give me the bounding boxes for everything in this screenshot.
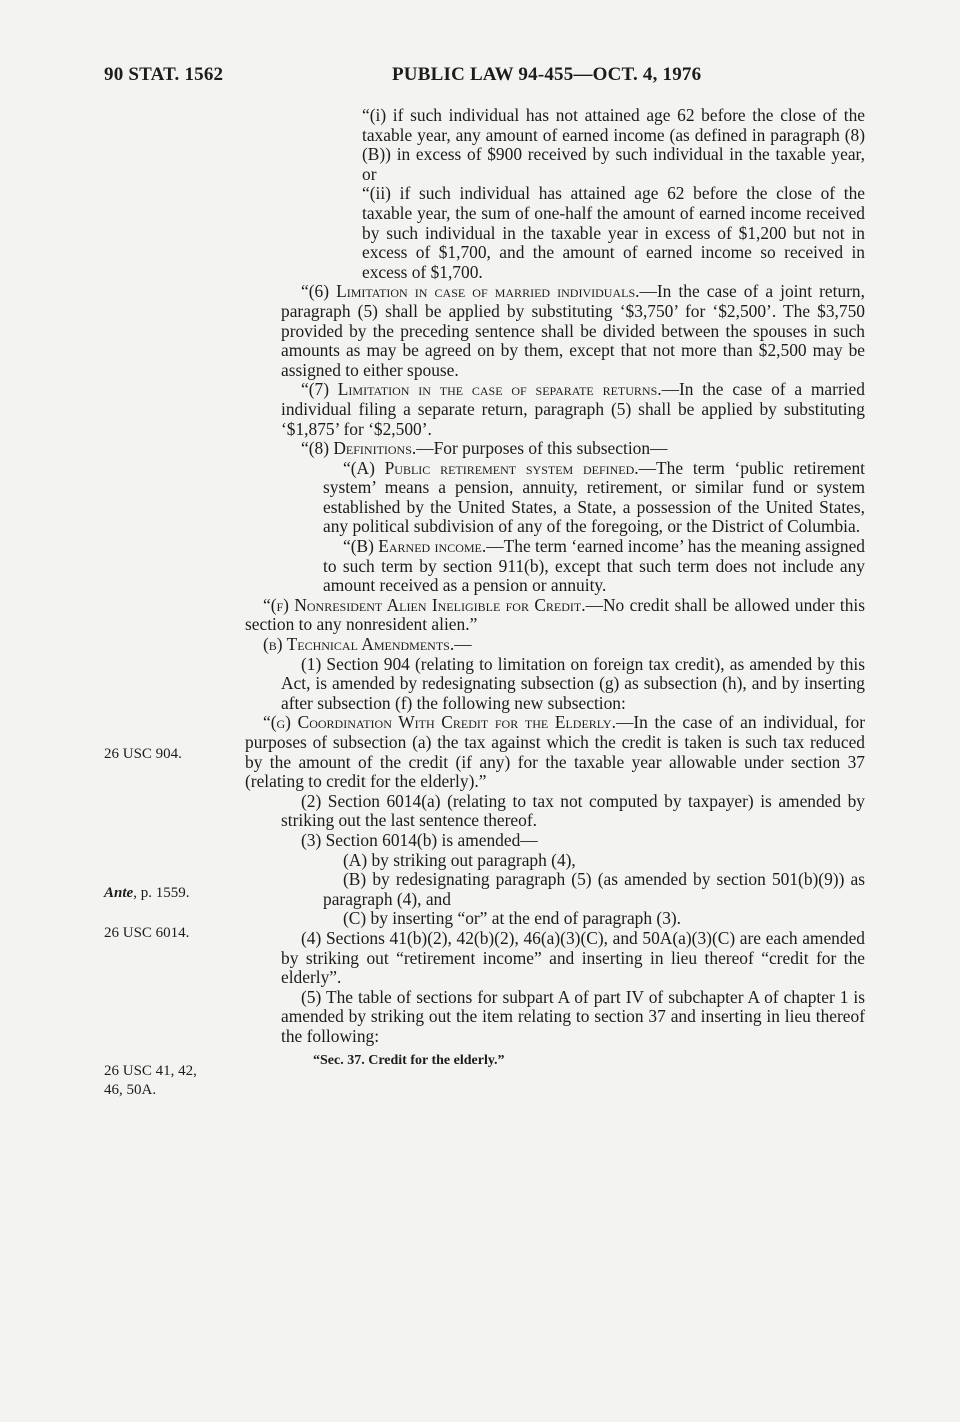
clause-ii: “(ii) if such individual has attained age 62 before the close of the taxable year, the sum of one-half the amount of earned income received by such individual in the taxable year in excess of $1,200 but not in excess of $1,700, and the amount of earned income so received in excess of $1,700. bbox=[362, 183, 865, 282]
subsection-f bbox=[245, 596, 865, 635]
margin-note-ante-page: , p. 1559. bbox=[133, 885, 190, 901]
subparagraph-a-text: —The term ‘public retirement system’ means a pension, annuity, retirement, or similar fund or system established by the United States, a State, a possession of the United States, any political subdivision of any of the foregoing, or the District of Columbia. bbox=[323, 457, 865, 537]
table-item-sec-37: “Sec. 37. Credit for the elderly.” bbox=[313, 1052, 505, 1068]
subsection-g-heading: “(g) Coordination With Credit for the Elderly. bbox=[263, 712, 616, 733]
subparagraph-b-heading: “(B) Earned income. bbox=[343, 536, 487, 557]
amendment-3: (3) Section 6014(b) is amended— bbox=[301, 829, 538, 850]
margin-note-usc-41-line2: 46, 50A. bbox=[104, 1082, 157, 1098]
subsection-b bbox=[245, 635, 865, 655]
paragraph-6-text: —In the case of a joint return, paragraph (5) shall be applied by substituting ‘$3,750’ for ‘$2,500’. The $3,750 provided by the preceding sentence shall be divided between the spouses in such amounts as may be agreed on by them, except that not more than $2,500 may be assigned to either spouse. bbox=[281, 281, 865, 380]
subsection-g bbox=[245, 713, 865, 791]
paragraph-8-heading: “(8) Definitions. bbox=[301, 438, 417, 459]
clause-i: “(i) if such individual has not attained age 62 before the close of the taxable year, any amount of earned income (as defined in paragraph (8)(B)) in excess of $900 received by such individual in the taxable year, or bbox=[362, 105, 865, 184]
paragraph-8 bbox=[281, 439, 865, 459]
subsection-g-text: —In the case of an individual, for purposes of subsection (a) the tax against which the credit is taken is such tax reduced by the amount of the credit (if any) for the taxable year allowable under section 37 (relating to credit for the elderly).” bbox=[245, 712, 865, 792]
subparagraph-a bbox=[323, 459, 865, 537]
subparagraph-b-text: —The term ‘earned income’ has the meaning assigned to such term by section 911(b), except that such term does not include any amount received as a pension or annuity. bbox=[323, 536, 865, 596]
amendment-3-b: (B) by redesignating paragraph (5) (as amended by section 501(b)(9)) as paragraph (4), and bbox=[323, 869, 865, 909]
amendment-1: (1) Section 904 (relating to limitation on foreign tax credit), as amended by this Act, is amended by redesignating subsection (g) as subsection (h), and by inserting after subsection (f) the following new subsection: bbox=[281, 653, 865, 713]
margin-note-usc-904: 26 USC 904. bbox=[104, 746, 182, 762]
paragraph-8-text: —For purposes of this subsection— bbox=[416, 438, 668, 459]
margin-note-ante-italic: Ante bbox=[104, 885, 134, 901]
paragraph-7 bbox=[281, 380, 865, 439]
statute-body bbox=[245, 106, 865, 1070]
paragraph-6 bbox=[281, 282, 865, 380]
subparagraph-a-heading: “(A) Public retirement system defined. bbox=[343, 457, 639, 478]
subparagraph-b bbox=[323, 537, 865, 596]
amendment-3-a: (A) by striking out paragraph (4), bbox=[343, 849, 576, 870]
amendment-3-c: (C) by inserting “or” at the end of paragraph (3). bbox=[343, 908, 682, 929]
public-law-heading: PUBLIC LAW 94-455—OCT. 4, 1976 bbox=[392, 64, 702, 85]
paragraph-7-heading: “(7) Limitation in the case of separate returns. bbox=[301, 379, 662, 400]
amendment-2: (2) Section 6014(a) (relating to tax not computed by taxpayer) is amended by striking out the last sentence thereof. bbox=[281, 790, 865, 831]
amendment-4: (4) Sections 41(b)(2), 42(b)(2), 46(a)(3)(C), and 50A(a)(3)(C) are each amended by striking out “retirement income” and inserting in lieu thereof “credit for the elderly”. bbox=[281, 927, 865, 988]
amendment-5: (5) The table of sections for subpart A of part IV of subchapter A of chapter 1 is amended by striking out the item relating to section 37 and inserting in lieu thereof the following: bbox=[281, 986, 865, 1046]
margin-note-usc-6014: 26 USC 6014. bbox=[104, 925, 190, 941]
margin-note-usc-41 bbox=[104, 1062, 197, 1100]
subsection-f-text: —No credit shall be allowed under this section to any nonresident alien.” bbox=[245, 594, 865, 635]
subsection-f-heading: “(f) Nonresident Alien Ineligible for Credit. bbox=[263, 594, 586, 615]
subsection-b-heading: (b) Technical Amendments. bbox=[263, 634, 455, 655]
margin-note-usc-41-line1: 26 USC 41, 42, bbox=[104, 1063, 197, 1079]
paragraph-6-heading: “(6) Limitation in case of married individuals. bbox=[301, 281, 640, 302]
margin-note-ante bbox=[104, 884, 189, 903]
statute-page-number: 90 STAT. 1562 bbox=[104, 64, 224, 85]
subsection-b-text: — bbox=[454, 634, 472, 655]
paragraph-7-text: —In the case of a married individual filing a separate return, paragraph (5) shall be applied by substituting ‘$1,875’ for ‘$2,500’. bbox=[281, 379, 865, 439]
